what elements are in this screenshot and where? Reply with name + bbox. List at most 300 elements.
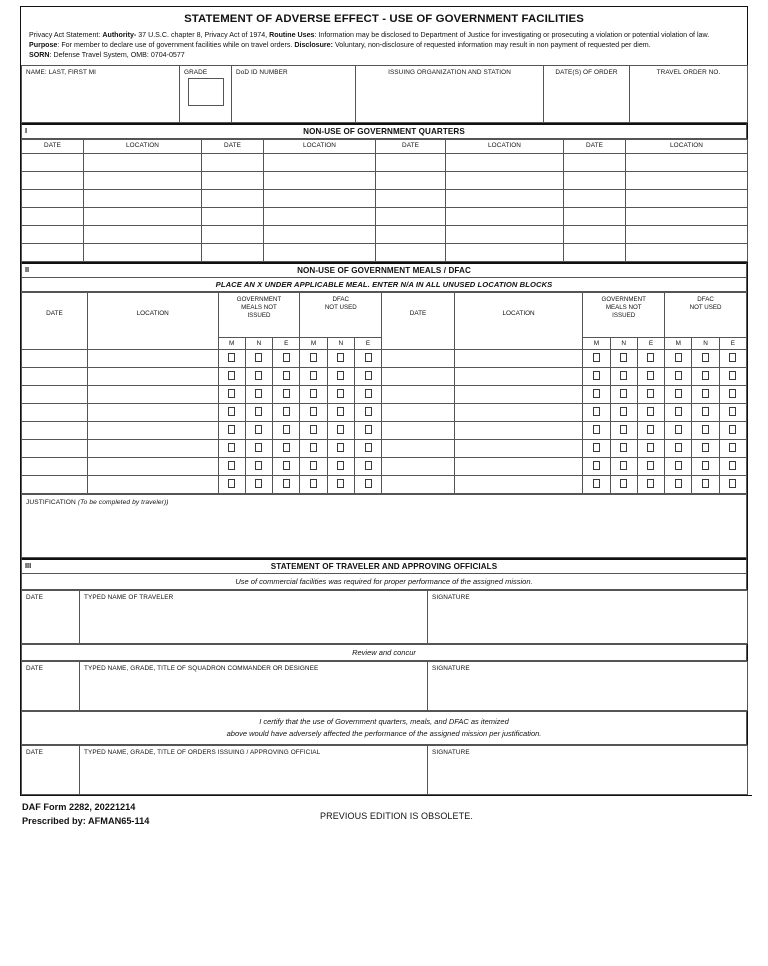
meal-checkbox-cell[interactable] xyxy=(610,404,637,422)
quarters-location-cell[interactable] xyxy=(446,208,564,226)
table-row xyxy=(22,440,747,458)
checkbox-m[interactable] xyxy=(675,407,682,416)
checkbox-e[interactable] xyxy=(729,443,736,452)
checkbox-n[interactable] xyxy=(337,443,344,452)
meals-date-cell[interactable] xyxy=(382,476,455,494)
meals-date-cell[interactable] xyxy=(382,368,455,386)
meals-date-cell[interactable] xyxy=(22,386,88,404)
meal-checkbox-cell[interactable] xyxy=(719,422,746,440)
quarters-location-cell[interactable] xyxy=(446,190,564,208)
checkbox-m[interactable] xyxy=(310,425,317,434)
checkbox-n[interactable] xyxy=(620,461,627,470)
checkbox-n[interactable] xyxy=(702,371,709,380)
checkbox-e[interactable] xyxy=(365,479,372,488)
checkbox-n[interactable] xyxy=(702,353,709,362)
checkbox-n[interactable] xyxy=(255,353,262,362)
commander-name-field[interactable] xyxy=(80,662,428,711)
checkbox-n[interactable] xyxy=(337,407,344,416)
checkbox-e[interactable] xyxy=(365,425,372,434)
quarters-date-cell[interactable] xyxy=(376,244,446,262)
meal-checkbox-cell[interactable] xyxy=(719,404,746,422)
quarters-date-cell[interactable] xyxy=(22,244,84,262)
meal-checkbox-cell[interactable] xyxy=(245,440,272,458)
meal-checkbox-cell[interactable] xyxy=(637,422,664,440)
meal-checkbox-cell[interactable] xyxy=(637,458,664,476)
meal-checkbox-cell[interactable] xyxy=(637,404,664,422)
meal-checkbox-cell[interactable] xyxy=(245,458,272,476)
travel-order-no-label: TRAVEL ORDER NO. xyxy=(656,69,721,77)
meal-checkbox-cell[interactable] xyxy=(610,368,637,386)
quarters-date-cell[interactable] xyxy=(202,172,264,190)
checkbox-n[interactable] xyxy=(620,425,627,434)
meal-checkbox-cell[interactable] xyxy=(300,368,327,386)
checkbox-m[interactable] xyxy=(593,461,600,470)
checkbox-e[interactable] xyxy=(283,353,290,362)
checkbox-n[interactable] xyxy=(702,407,709,416)
meal-checkbox-cell[interactable] xyxy=(273,386,300,404)
checkbox-m[interactable] xyxy=(310,389,317,398)
checkbox-n[interactable] xyxy=(620,371,627,380)
traveler-date-field[interactable] xyxy=(22,591,80,644)
checkbox-n[interactable] xyxy=(702,425,709,434)
meal-checkbox-cell[interactable] xyxy=(583,476,610,494)
meal-checkbox-cell[interactable] xyxy=(273,368,300,386)
meals-date-cell[interactable] xyxy=(382,440,455,458)
meal-checkbox-cell[interactable] xyxy=(665,404,692,422)
approving-official-signature-field[interactable] xyxy=(428,746,748,795)
checkbox-e[interactable] xyxy=(647,479,654,488)
meals-location-cell[interactable] xyxy=(454,368,582,386)
meal-checkbox-cell[interactable] xyxy=(610,458,637,476)
grade-label: GRADE xyxy=(184,69,208,77)
meals-date-cell[interactable] xyxy=(382,422,455,440)
table-row xyxy=(22,154,748,172)
checkbox-e[interactable] xyxy=(729,425,736,434)
meal-checkbox-cell[interactable] xyxy=(300,350,327,368)
meal-checkbox-cell[interactable] xyxy=(637,368,664,386)
meal-checkbox-cell[interactable] xyxy=(719,476,746,494)
meal-checkbox-cell[interactable] xyxy=(719,350,746,368)
meals-date-cell[interactable] xyxy=(22,404,88,422)
meal-checkbox-cell[interactable] xyxy=(692,476,719,494)
quarters-date-cell[interactable] xyxy=(376,172,446,190)
meal-checkbox-cell[interactable] xyxy=(300,386,327,404)
meal-checkbox-cell[interactable] xyxy=(610,476,637,494)
meal-checkbox-cell[interactable] xyxy=(692,350,719,368)
checkbox-m[interactable] xyxy=(310,371,317,380)
quarters-date-cell[interactable] xyxy=(22,172,84,190)
meal-checkbox-cell[interactable] xyxy=(245,350,272,368)
meal-checkbox-cell[interactable] xyxy=(354,458,381,476)
quarters-date-cell[interactable] xyxy=(564,244,626,262)
meal-checkbox-cell[interactable] xyxy=(273,404,300,422)
checkbox-m[interactable] xyxy=(675,443,682,452)
meal-checkbox-cell[interactable] xyxy=(245,422,272,440)
meal-checkbox-cell[interactable] xyxy=(273,350,300,368)
quarters-date-cell[interactable] xyxy=(564,154,626,172)
meal-checkbox-cell[interactable] xyxy=(300,476,327,494)
meal-checkbox-cell[interactable] xyxy=(273,422,300,440)
meal-checkbox-cell[interactable] xyxy=(692,422,719,440)
checkbox-m[interactable] xyxy=(228,389,235,398)
commander-date-field[interactable] xyxy=(22,662,80,711)
meal-checkbox-cell[interactable] xyxy=(273,476,300,494)
meal-checkbox-cell[interactable] xyxy=(665,422,692,440)
quarters-date-cell[interactable] xyxy=(376,154,446,172)
quarters-location-cell[interactable] xyxy=(264,244,376,262)
checkbox-n[interactable] xyxy=(337,353,344,362)
meal-checkbox-cell[interactable] xyxy=(719,386,746,404)
checkbox-n[interactable] xyxy=(337,479,344,488)
meal-checkbox-cell[interactable] xyxy=(610,386,637,404)
meal-checkbox-cell[interactable] xyxy=(665,368,692,386)
meal-checkbox-cell[interactable] xyxy=(354,440,381,458)
checkbox-m[interactable] xyxy=(228,461,235,470)
quarters-date-cell[interactable] xyxy=(202,244,264,262)
checkbox-n[interactable] xyxy=(255,443,262,452)
approving-official-date-field[interactable] xyxy=(22,746,80,795)
checkbox-m[interactable] xyxy=(593,371,600,380)
meal-checkbox-cell[interactable] xyxy=(354,368,381,386)
meal-checkbox-cell[interactable] xyxy=(218,422,245,440)
travel-order-no-field[interactable] xyxy=(630,66,748,123)
meal-checkbox-cell[interactable] xyxy=(610,422,637,440)
meals-date-cell[interactable] xyxy=(22,350,88,368)
checkbox-n[interactable] xyxy=(337,461,344,470)
quarters-location-cell[interactable] xyxy=(626,226,748,244)
meal-checkbox-cell[interactable] xyxy=(610,440,637,458)
checkbox-e[interactable] xyxy=(365,353,372,362)
meals-date-cell[interactable] xyxy=(22,440,88,458)
meal-checkbox-cell[interactable] xyxy=(327,458,354,476)
checkbox-n[interactable] xyxy=(620,443,627,452)
checkbox-n[interactable] xyxy=(702,461,709,470)
meal-checkbox-cell[interactable] xyxy=(327,440,354,458)
meal-checkbox-cell[interactable] xyxy=(583,404,610,422)
checkbox-n[interactable] xyxy=(337,371,344,380)
meal-checkbox-cell[interactable] xyxy=(719,440,746,458)
meal-checkbox-cell[interactable] xyxy=(354,404,381,422)
meal-checkbox-cell[interactable] xyxy=(665,386,692,404)
checkbox-m[interactable] xyxy=(593,353,600,362)
checkbox-m[interactable] xyxy=(228,407,235,416)
meal-checkbox-cell[interactable] xyxy=(245,386,272,404)
quarters-date-cell[interactable] xyxy=(564,172,626,190)
quarters-location-cell[interactable] xyxy=(84,172,202,190)
meal-checkbox-cell[interactable] xyxy=(273,440,300,458)
checkbox-n[interactable] xyxy=(702,389,709,398)
meal-checkbox-cell[interactable] xyxy=(583,422,610,440)
meal-checkbox-cell[interactable] xyxy=(692,386,719,404)
quarters-location-cell[interactable] xyxy=(446,154,564,172)
meal-checkbox-cell[interactable] xyxy=(665,440,692,458)
meal-checkbox-cell[interactable] xyxy=(354,422,381,440)
certify-line-2: above would have adversely affected the performance of the assigned mission per justification. xyxy=(226,729,542,739)
meal-checkbox-cell[interactable] xyxy=(637,476,664,494)
meal-checkbox-cell[interactable] xyxy=(665,476,692,494)
checkbox-m[interactable] xyxy=(675,371,682,380)
meal-checkbox-cell[interactable] xyxy=(273,458,300,476)
meals-date-cell[interactable] xyxy=(382,386,455,404)
quarters-date-cell[interactable] xyxy=(22,154,84,172)
checkbox-m[interactable] xyxy=(310,443,317,452)
checkbox-m[interactable] xyxy=(593,425,600,434)
checkbox-m[interactable] xyxy=(228,443,235,452)
checkbox-e[interactable] xyxy=(365,461,372,470)
meal-checkbox-cell[interactable] xyxy=(719,368,746,386)
grade-field[interactable] xyxy=(180,66,232,123)
meal-checkbox-cell[interactable] xyxy=(218,458,245,476)
traveler-signature-field[interactable] xyxy=(428,591,748,644)
meal-checkbox-cell[interactable] xyxy=(354,476,381,494)
checkbox-n[interactable] xyxy=(255,407,262,416)
meal-checkbox-cell[interactable] xyxy=(218,350,245,368)
checkbox-e[interactable] xyxy=(729,353,736,362)
checkbox-e[interactable] xyxy=(283,479,290,488)
quarters-location-cell[interactable] xyxy=(626,190,748,208)
meals-location-cell[interactable] xyxy=(87,440,218,458)
meal-checkbox-cell[interactable] xyxy=(300,458,327,476)
meals-location-cell[interactable] xyxy=(454,422,582,440)
checkbox-e[interactable] xyxy=(365,407,372,416)
quarters-location-cell[interactable] xyxy=(264,208,376,226)
quarters-date-cell[interactable] xyxy=(376,190,446,208)
meal-checkbox-cell[interactable] xyxy=(583,368,610,386)
checkbox-m[interactable] xyxy=(228,479,235,488)
meals-date-cell[interactable] xyxy=(22,476,88,494)
meal-checkbox-cell[interactable] xyxy=(245,476,272,494)
quarters-date-cell[interactable] xyxy=(202,208,264,226)
quarters-location-cell[interactable] xyxy=(446,226,564,244)
quarters-location-cell[interactable] xyxy=(84,244,202,262)
meals-location-cell[interactable] xyxy=(454,476,582,494)
meal-checkbox-cell[interactable] xyxy=(245,404,272,422)
checkbox-m[interactable] xyxy=(310,353,317,362)
meal-checkbox-cell[interactable] xyxy=(300,440,327,458)
meals-date-cell[interactable] xyxy=(22,458,88,476)
meals-location-cell[interactable] xyxy=(87,386,218,404)
quarters-location-cell[interactable] xyxy=(84,226,202,244)
meal-checkbox-cell[interactable] xyxy=(583,386,610,404)
checkbox-n[interactable] xyxy=(620,389,627,398)
meal-checkbox-cell[interactable] xyxy=(218,386,245,404)
meal-checkbox-cell[interactable] xyxy=(327,368,354,386)
quarters-location-cell[interactable] xyxy=(626,154,748,172)
quarters-location-cell[interactable] xyxy=(84,154,202,172)
meal-checkbox-cell[interactable] xyxy=(327,422,354,440)
checkbox-m[interactable] xyxy=(228,425,235,434)
checkbox-e[interactable] xyxy=(647,371,654,380)
quarters-date-cell[interactable] xyxy=(376,226,446,244)
checkbox-m[interactable] xyxy=(593,407,600,416)
checkbox-e[interactable] xyxy=(365,371,372,380)
quarters-date-cell[interactable] xyxy=(22,226,84,244)
checkbox-e[interactable] xyxy=(729,407,736,416)
meal-checkbox-cell[interactable] xyxy=(327,386,354,404)
checkbox-e[interactable] xyxy=(283,371,290,380)
meal-checkbox-cell[interactable] xyxy=(637,350,664,368)
meal-checkbox-cell[interactable] xyxy=(665,350,692,368)
checkbox-n[interactable] xyxy=(255,389,262,398)
meals-date-cell[interactable] xyxy=(22,422,88,440)
checkbox-m[interactable] xyxy=(675,389,682,398)
checkbox-e[interactable] xyxy=(365,443,372,452)
quarters-location-cell[interactable] xyxy=(264,172,376,190)
checkbox-m[interactable] xyxy=(675,425,682,434)
checkbox-m[interactable] xyxy=(593,443,600,452)
meal-checkbox-cell[interactable] xyxy=(300,404,327,422)
meals-location-cell[interactable] xyxy=(454,386,582,404)
meals-date-cell[interactable] xyxy=(382,404,455,422)
meal-checkbox-cell[interactable] xyxy=(719,458,746,476)
justification-block[interactable] xyxy=(21,494,747,558)
meal-checkbox-cell[interactable] xyxy=(637,386,664,404)
checkbox-e[interactable] xyxy=(283,461,290,470)
meal-checkbox-cell[interactable] xyxy=(327,476,354,494)
checkbox-n[interactable] xyxy=(620,479,627,488)
checkbox-n[interactable] xyxy=(255,371,262,380)
checkbox-m[interactable] xyxy=(675,461,682,470)
routine-uses-label: Routine Uses xyxy=(269,31,315,39)
checkbox-e[interactable] xyxy=(647,443,654,452)
checkbox-n[interactable] xyxy=(255,425,262,434)
quarters-date-cell[interactable] xyxy=(22,208,84,226)
quarters-date-cell[interactable] xyxy=(202,226,264,244)
meals-location-cell[interactable] xyxy=(87,350,218,368)
traveler-name-field[interactable] xyxy=(80,591,428,644)
meal-checkbox-cell[interactable] xyxy=(583,440,610,458)
checkbox-m[interactable] xyxy=(310,479,317,488)
commander-signature-field[interactable] xyxy=(428,662,748,711)
meal-checkbox-cell[interactable] xyxy=(583,458,610,476)
checkbox-e[interactable] xyxy=(729,461,736,470)
meal-checkbox-cell[interactable] xyxy=(637,440,664,458)
meal-checkbox-cell[interactable] xyxy=(245,368,272,386)
meal-code-header xyxy=(692,338,719,350)
checkbox-e[interactable] xyxy=(647,353,654,362)
meals-date-cell[interactable] xyxy=(22,368,88,386)
checkbox-m[interactable] xyxy=(675,479,682,488)
quarters-location-cell[interactable] xyxy=(446,172,564,190)
checkbox-n[interactable] xyxy=(702,443,709,452)
quarters-date-cell[interactable] xyxy=(376,208,446,226)
meals-date-cell[interactable] xyxy=(382,350,455,368)
quarters-location-cell[interactable] xyxy=(84,208,202,226)
quarters-location-cell[interactable] xyxy=(264,154,376,172)
checkbox-e[interactable] xyxy=(647,389,654,398)
checkbox-e[interactable] xyxy=(647,461,654,470)
checkbox-n[interactable] xyxy=(702,479,709,488)
checkbox-n[interactable] xyxy=(620,407,627,416)
quarters-date-cell[interactable] xyxy=(564,208,626,226)
checkbox-e[interactable] xyxy=(365,389,372,398)
quarters-location-cell[interactable] xyxy=(84,190,202,208)
quarters-location-cell[interactable] xyxy=(264,226,376,244)
meal-checkbox-cell[interactable] xyxy=(665,458,692,476)
meals-date-cell[interactable] xyxy=(382,458,455,476)
meal-checkbox-cell[interactable] xyxy=(218,368,245,386)
quarters-location-cell[interactable] xyxy=(626,208,748,226)
dates-of-order-field[interactable] xyxy=(544,66,630,123)
meal-checkbox-cell[interactable] xyxy=(218,440,245,458)
quarters-date-cell[interactable] xyxy=(564,190,626,208)
issuing-organization-field[interactable] xyxy=(356,66,544,123)
checkbox-e[interactable] xyxy=(283,389,290,398)
checkbox-e[interactable] xyxy=(729,479,736,488)
meal-checkbox-cell[interactable] xyxy=(692,368,719,386)
meal-checkbox-cell[interactable] xyxy=(354,350,381,368)
checkbox-e[interactable] xyxy=(647,407,654,416)
checkbox-m[interactable] xyxy=(593,389,600,398)
quarters-date-cell[interactable] xyxy=(564,226,626,244)
approving-official-name-field[interactable] xyxy=(80,746,428,795)
meal-checkbox-cell[interactable] xyxy=(583,350,610,368)
meal-checkbox-cell[interactable] xyxy=(327,404,354,422)
checkbox-e[interactable] xyxy=(729,389,736,398)
checkbox-e[interactable] xyxy=(283,407,290,416)
checkbox-m[interactable] xyxy=(675,353,682,362)
checkbox-e[interactable] xyxy=(283,425,290,434)
checkbox-e[interactable] xyxy=(647,425,654,434)
meal-checkbox-cell[interactable] xyxy=(692,440,719,458)
checkbox-n[interactable] xyxy=(620,353,627,362)
meals-location-cell[interactable] xyxy=(454,404,582,422)
checkbox-m[interactable] xyxy=(228,353,235,362)
meals-location-cell[interactable] xyxy=(87,368,218,386)
meals-location-cell[interactable] xyxy=(87,476,218,494)
meal-checkbox-cell[interactable] xyxy=(218,476,245,494)
meals-location-cell[interactable] xyxy=(87,422,218,440)
meals-location-cell[interactable] xyxy=(87,458,218,476)
quarters-location-cell[interactable] xyxy=(264,190,376,208)
quarters-date-cell[interactable] xyxy=(202,190,264,208)
meals-location-cell[interactable] xyxy=(454,440,582,458)
meals-location-cell[interactable] xyxy=(87,404,218,422)
meal-checkbox-cell[interactable] xyxy=(354,386,381,404)
meal-checkbox-cell[interactable] xyxy=(610,350,637,368)
checkbox-n[interactable] xyxy=(255,461,262,470)
meal-checkbox-cell[interactable] xyxy=(300,422,327,440)
meal-checkbox-cell[interactable] xyxy=(692,458,719,476)
meal-checkbox-cell[interactable] xyxy=(218,404,245,422)
checkbox-e[interactable] xyxy=(729,371,736,380)
quarters-location-cell[interactable] xyxy=(446,244,564,262)
meal-code-label: M xyxy=(310,340,317,348)
checkbox-m[interactable] xyxy=(310,461,317,470)
meals-location-cell[interactable] xyxy=(454,350,582,368)
meal-checkbox-cell[interactable] xyxy=(692,404,719,422)
name-field[interactable] xyxy=(22,66,180,123)
meals-location-cell[interactable] xyxy=(454,458,582,476)
checkbox-n[interactable] xyxy=(337,425,344,434)
grade-input-box[interactable] xyxy=(188,78,224,106)
quarters-date-cell[interactable] xyxy=(202,154,264,172)
meal-checkbox-cell[interactable] xyxy=(327,350,354,368)
quarters-location-cell[interactable] xyxy=(626,244,748,262)
quarters-date-cell[interactable] xyxy=(22,190,84,208)
sorn-label: SORN xyxy=(29,51,50,60)
col-header-date-right xyxy=(382,293,455,350)
checkbox-m[interactable] xyxy=(310,407,317,416)
dod-id-field[interactable] xyxy=(232,66,356,123)
checkbox-e[interactable] xyxy=(283,443,290,452)
checkbox-m[interactable] xyxy=(593,479,600,488)
col-header-date-4 xyxy=(564,140,626,154)
checkbox-n[interactable] xyxy=(255,479,262,488)
checkbox-m[interactable] xyxy=(228,371,235,380)
quarters-location-cell[interactable] xyxy=(626,172,748,190)
checkbox-n[interactable] xyxy=(337,389,344,398)
